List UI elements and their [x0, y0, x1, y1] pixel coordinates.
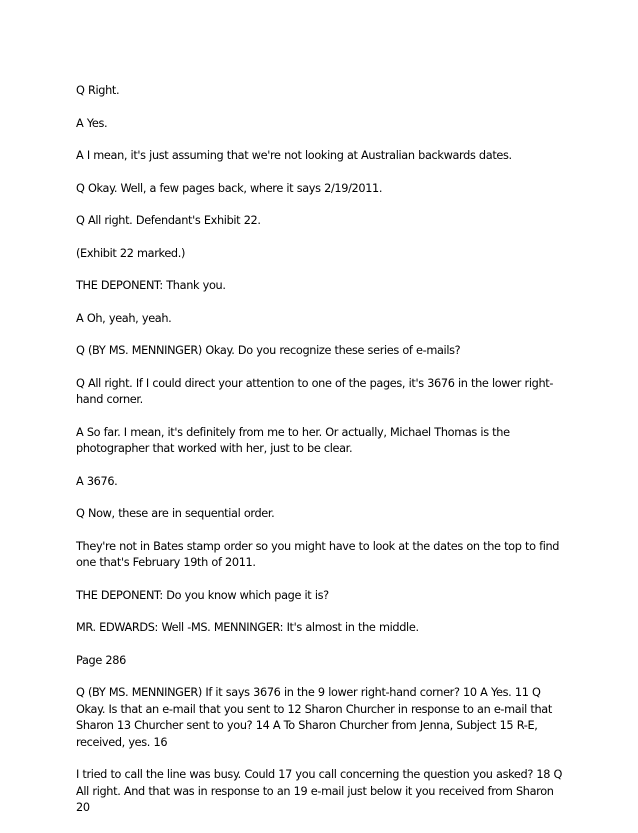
transcript-paragraph: They're not in Bates stamp order so you might have to look at the dates on the top to find one that's February 19th of 2011. — [76, 539, 560, 569]
transcript-paragraph: A I mean, it's just assuming that we're not looking at Australian backwards dates. — [76, 149, 512, 162]
transcript-paragraph: THE DEPONENT: Do you know which page it is? — [76, 588, 329, 602]
transcript-paragraph: Q All right. Defendant's Exhibit 22. — [76, 214, 261, 227]
transcript-paragraph: A So far. I mean, it's definitely from me to her. Or actually, Michael Thomas is the photographer that worked with her, just to be clear. — [76, 425, 510, 455]
transcript-paragraph: THE DEPONENT: Thank you. — [76, 279, 226, 292]
transcript-body — [76, 83, 568, 833]
transcript-paragraph: (Exhibit 22 marked.) — [76, 246, 186, 260]
transcript-paragraph: I tried to call the line was busy. Could 17 you call concerning the question you asked? 18 Q All right. And that was in response to an 19 e-mail just below it you received from Sharon 20 — [76, 768, 563, 814]
transcript-paragraph: A Oh, yeah, yeah. — [76, 311, 172, 325]
transcript-paragraph: Q Okay. Well, a few pages back, where it says 2/19/2011. — [76, 181, 383, 195]
transcript-paragraph: A 3676. — [76, 474, 118, 488]
transcript-paragraph: Q All right. If I could direct your attention to one of the pages, it's 3676 in the lower right-hand corner. — [76, 376, 554, 406]
transcript-paragraph: Q Now, these are in sequential order. — [76, 507, 275, 520]
transcript-paragraph: MR. EDWARDS: Well -MS. MENNINGER: It's almost in the middle. — [76, 621, 419, 634]
transcript-paragraph: Q (BY MS. MENNINGER) Okay. Do you recognize these series of e-mails? — [76, 344, 461, 357]
page-number-label: Page 286 — [76, 653, 126, 667]
transcript-paragraph: Q (BY MS. MENNINGER) If it says 3676 in the 9 lower right-hand corner? 10 A Yes. 11 Q Okay. Is that an e-mail that you sent to 12 Sharon Churcher in response to an e-mail that Sharon 13 Churcher sent to you? 14 A To Sharon Churcher from Jenna, Subject 15 R-E, received, yes. 16 — [76, 686, 552, 749]
transcript-paragraph: A Yes. — [76, 116, 108, 130]
transcript-paragraph: Q Right. — [76, 84, 120, 97]
